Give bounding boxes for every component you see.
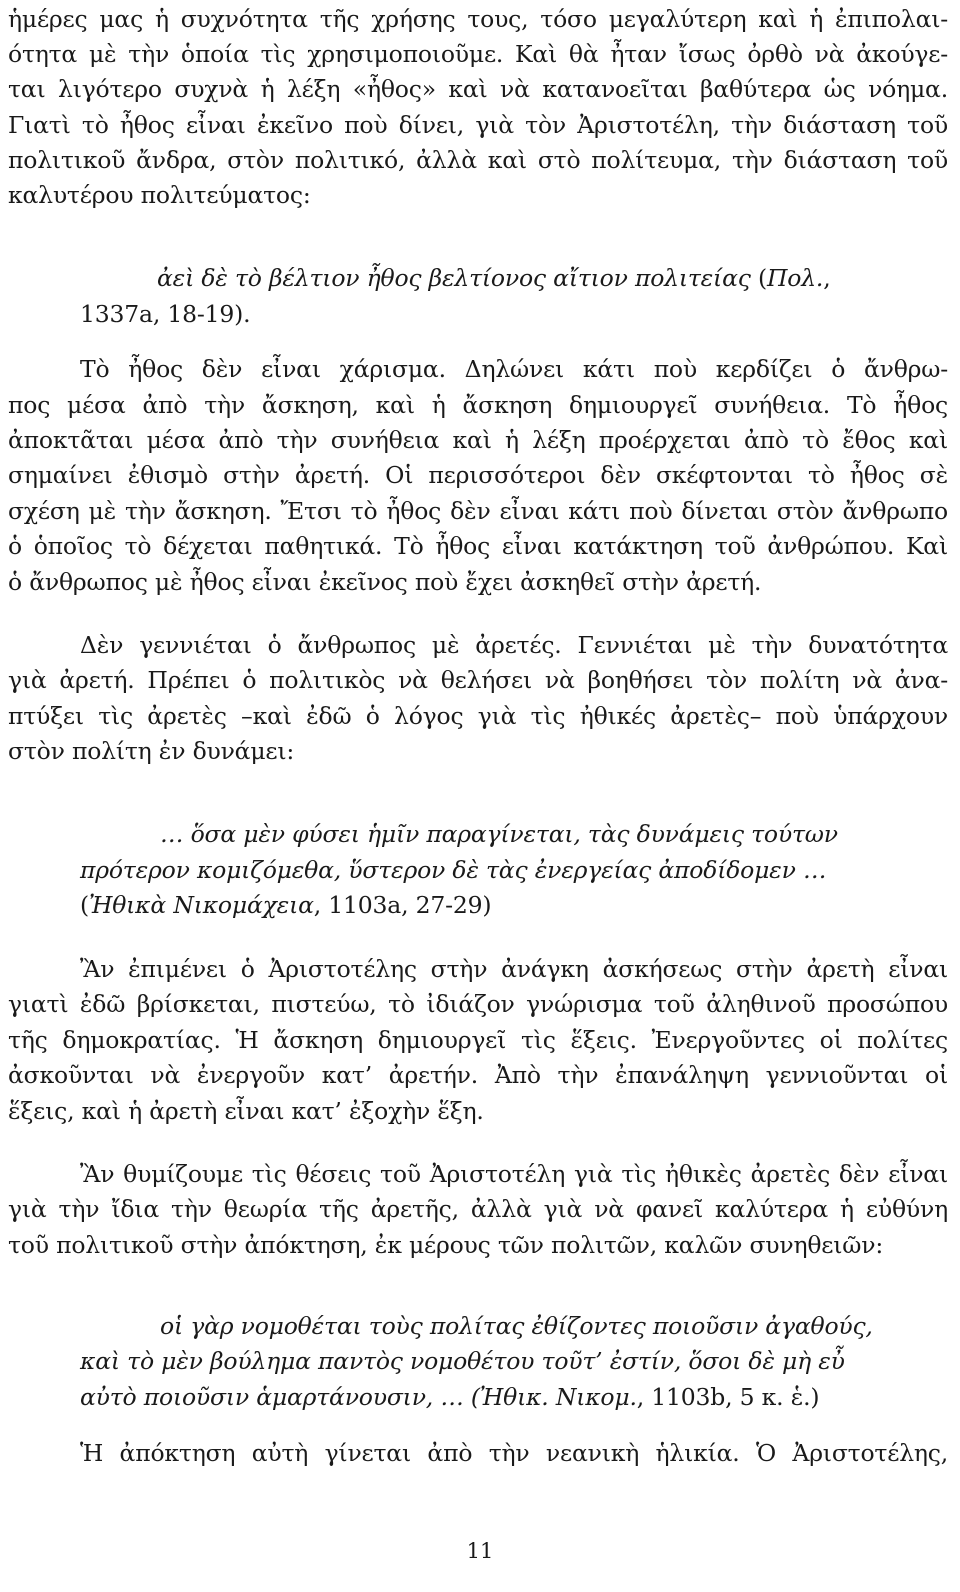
quote-line: … ὅσα μὲν φύσει ἡμῖν παραγίνεται, τὰς δυνάμεις τούτων bbox=[160, 820, 838, 848]
text-line: πολιτικοῦ ἄνδρα, στὸν πολιτικό, ἀλλὰ καὶ στὸ πολίτευμα, τὴν διάσταση τοῦ bbox=[8, 146, 948, 174]
page-number: 11 bbox=[466, 1539, 494, 1563]
quote-line bbox=[157, 261, 830, 295]
quote-ref-tail: , 1103a, 27-29) bbox=[313, 891, 492, 919]
quote-line: οἱ γὰρ νομοθέται τοὺς πολίτας ἐθίζοντες ποιοῦσιν ἀγαθούς, bbox=[160, 1312, 873, 1340]
text-line: στὸν πολίτη ἐν δυνάμει: bbox=[8, 737, 295, 765]
text-line: Ἂν θυμίζουμε τὶς θέσεις τοῦ Ἀριστοτέλη γιὰ τὶς ἠθικὲς ἀρετὲς δὲν εἶναι bbox=[80, 1160, 948, 1188]
quote-ref-title: Πολ. bbox=[766, 264, 824, 292]
text-line: ἕξεις, καὶ ἡ ἀρετὴ εἶναι κατ’ ἐξοχὴν ἕξη. bbox=[8, 1097, 484, 1125]
text-line: γιὰ τὴν ἴδια τὴν θεωρία τῆς ἀρετῆς, ἀλλὰ γιὰ νὰ φανεῖ καλύτερα ἡ εὐθύνη bbox=[8, 1195, 948, 1223]
quote-text: ἀεὶ δὲ τὸ βέλτιον ἦθος βελτίονος αἴτιον πολιτείας bbox=[157, 264, 751, 292]
text-line: ὁ ἄνθρωπος μὲ ἦθος εἶναι ἐκεῖνος ποὺ ἔχει ἀσκηθεῖ στὴν ἀρετή. bbox=[8, 568, 762, 596]
text-line: τοῦ πολιτικοῦ στὴν ἀπόκτηση, ἐκ μέρους τῶν πολιτῶν, καλῶν συνηθειῶν: bbox=[8, 1231, 884, 1259]
text-line: σημαίνει ἐθισμὸ στὴν ἀρετή. Οἱ περισσότεροι δὲν σκέφτονται τὸ ἦθος σὲ bbox=[8, 461, 948, 489]
quote-ref-open: ( bbox=[750, 264, 767, 292]
text-line: πος μέσα ἀπὸ τὴν ἄσκηση, καὶ ἡ ἄσκηση δημιουργεῖ συνήθεια. Τὸ ἦθος bbox=[8, 391, 948, 419]
text-line: ἀποκτᾶται μέσα ἀπὸ τὴν συνήθεια καὶ ἡ λέξη προέρχεται ἀπὸ τὸ ἔθος καὶ bbox=[8, 426, 948, 454]
text-line: Ἂν ἐπιμένει ὁ Ἀριστοτέλης στὴν ἀνάγκη ἀσκήσεως στὴν ἀρετὴ εἶναι bbox=[80, 955, 948, 983]
text-line: γιὰ ἀρετή. Πρέπει ὁ πολιτικὸς νὰ θελήσει νὰ βοηθήσει τὸν πολίτη νὰ ἀνα- bbox=[8, 666, 948, 694]
quote-ref-open: ( bbox=[80, 891, 89, 919]
quote-ref-title: Ἠθικὰ Νικομάχεια bbox=[88, 891, 314, 919]
text-line: σχέση μὲ τὴν ἄσκηση. Ἔτσι τὸ ἦθος δὲν εἶναι κάτι ποὺ δίνεται στὸν ἄνθρωπο bbox=[8, 497, 948, 525]
text-line: γιατὶ ἐδῶ βρίσκεται, πιστεύω, τὸ ἰδιάζον γνώρισμα τοῦ ἀληθινοῦ προσώπου bbox=[8, 990, 948, 1018]
text-line: τῆς δημοκρατίας. Ἡ ἄσκηση δημιουργεῖ τὶς ἕξεις. Ἐνεργοῦντες οἱ πολίτες bbox=[8, 1026, 948, 1054]
text-line: Γιατὶ τὸ ἦθος εἶναι ἐκεῖνο ποὺ δίνει, γιὰ τὸν Ἀριστοτέλη, τὴν διάσταση τοῦ bbox=[8, 111, 948, 139]
quote-reference: 1337a, 18-19). bbox=[80, 300, 251, 328]
text-line: Τὸ ἦθος δὲν εἶναι χάρισμα. Δηλώνει κάτι ποὺ κερδίζει ὁ ἄνθρω- bbox=[80, 355, 948, 383]
quote-ref-tail: , bbox=[823, 264, 831, 292]
quote-reference bbox=[80, 888, 491, 922]
text-line: ται λιγότερο συχνὰ ἡ λέξη «ἦθος» καὶ νὰ κατανοεῖται βαθύτερα ὡς νόημα. bbox=[8, 75, 948, 103]
quote-line bbox=[80, 1380, 819, 1414]
quote-line: καὶ τὸ μὲν βούλημα παντὸς νομοθέτου τοῦτ’ ἐστίν, ὅσοι δὲ μὴ εὖ bbox=[80, 1347, 845, 1375]
text-line: πτύξει τὶς ἀρετὲς –καὶ ἐδῶ ὁ λόγος γιὰ τὶς ἠθικές ἀρετὲς– ποὺ ὑπάρχουν bbox=[8, 702, 948, 730]
text-line: ότητα μὲ τὴν ὁποία τὶς χρησιμοποιοῦμε. Καὶ θὰ ἦταν ἴσως ὀρθὸ νὰ ἀκούγε- bbox=[8, 40, 948, 68]
quote-ref-tail: , 1103b, 5 κ. ἑ.) bbox=[636, 1383, 820, 1411]
quote-text: αὐτὸ ποιοῦσιν ἁμαρτάνουσιν, … (Ἠθικ. Νικομ. bbox=[80, 1383, 637, 1411]
text-line: καλυτέρου πολιτεύματος: bbox=[8, 181, 311, 209]
text-line: ἀσκοῦνται νὰ ἐνεργοῦν κατ’ ἀρετήν. Ἀπὸ τὴν ἐπανάληψη γεννιοῦνται οἱ bbox=[8, 1061, 948, 1089]
text-line: Δὲν γεννιέται ὁ ἄνθρωπος μὲ ἀρετές. Γεννιέται μὲ τὴν δυνατότητα bbox=[80, 631, 948, 659]
text-line: ἡμέρες μας ἡ συχνότητα τῆς χρήσης τους, τόσο μεγαλύτερη καὶ ἡ ἐπιπολαι- bbox=[8, 5, 948, 33]
text-line: Ἡ ἀπόκτηση αὐτὴ γίνεται ἀπὸ τὴν νεανικὴ ἡλικία. Ὁ Ἀριστοτέλης, bbox=[80, 1439, 948, 1467]
quote-line: πρότερον κομιζόμεθα, ὕστερον δὲ τὰς ἐνεργείας ἀποδίδομεν … bbox=[80, 856, 827, 884]
text-line: ὁ ὁποῖος τὸ δέχεται παθητικά. Τὸ ἦθος εἶναι κατάκτηση τοῦ ἀνθρώπου. Καὶ bbox=[8, 532, 948, 560]
